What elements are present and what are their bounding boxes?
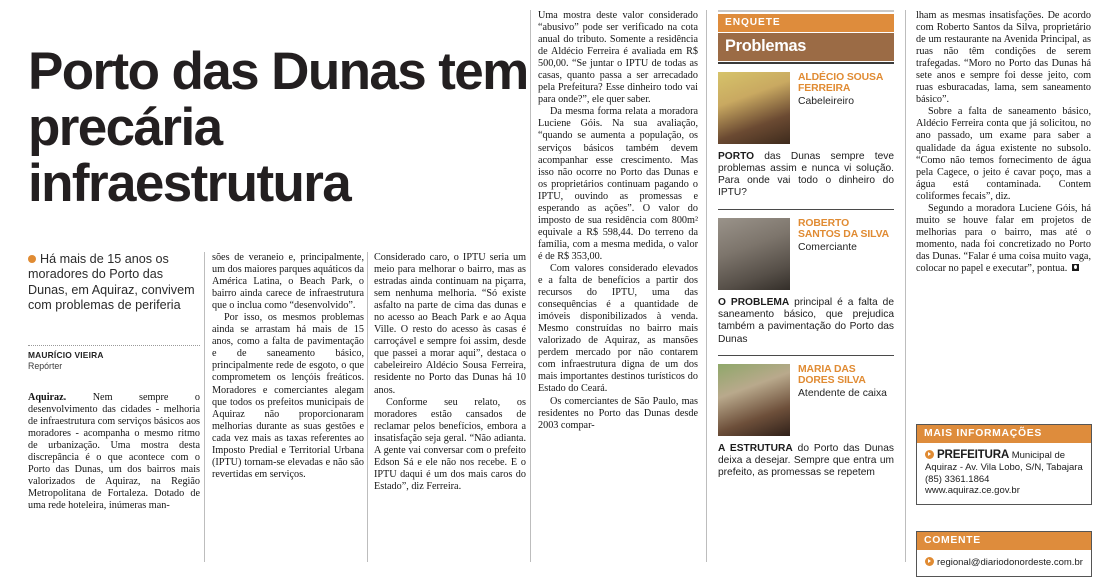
person-name: ROBERTO SANTOS DA SILVA — [798, 217, 890, 241]
column-rule — [367, 252, 368, 562]
avatar — [718, 72, 790, 144]
paragraph: Por isso, os mesmos problemas ainda se arrastam há mais de 15 anos, como a falta de pavimentação e de saneamento básico, principalmente rede de esgoto, o que comprometem os lençóis freáticos. Moradores e comerciantes alegam que todos os prefeitos municipais de Aquiraz não proporcionaram melhorias durante as suas gestões e cada vez mais as taxas referentes ao Imposto Predial e Territorial Urbana (IPTU) tornam-se elevadas e não são revertidas em serviços. — [212, 312, 364, 480]
enquete-title: Problemas — [718, 33, 894, 61]
column-rule — [905, 10, 906, 562]
person-name: MARIA DAS DORES SILVA — [798, 363, 866, 387]
body-column-4 — [538, 10, 698, 432]
person-divider — [718, 355, 894, 356]
paragraph: Os comerciantes de São Paulo, mas residentes no Porto das Dunas desde 2003 compar- — [538, 395, 698, 431]
enquete-bottom-rule — [718, 62, 894, 64]
bullet-icon — [28, 255, 36, 263]
enquete-person — [718, 218, 894, 356]
body-column-3 — [374, 252, 526, 493]
person-divider — [718, 209, 894, 210]
person-role: Comerciante — [798, 241, 857, 253]
end-mark-icon — [1072, 264, 1079, 271]
byline-name: MAURÍCIO VIEIRA — [28, 350, 104, 360]
column-rule — [706, 10, 707, 562]
paragraph: Segundo a moradora Luciene Góis, há muito se houve falar em projetos de melhorias para o bairro, mas até o momento, nada foi concretizado no Porto das Dunas. “Falar é uma coisa muito vaga, colocar no papel e executar”, pontua. — [916, 202, 1091, 274]
quote-lead: PORTO — [718, 150, 755, 162]
paragraph: Com valores considerado elevados e a falta de benefícios a partir dos recursos do IPTU, uma das consequências é a quantidade de imóveis disponibilizados à venda. Mesmo construídas no bairro mais valorizado de Aquiraz, as mansões perdem mercado por não contarem com infraestrutura digna de um dos mais importantes destinos turísticos do Estado do Ceará. — [538, 262, 698, 395]
column-rule — [530, 10, 531, 562]
mais-informacoes-header: MAIS INFORMAÇÕES — [917, 425, 1091, 443]
person-quote — [718, 443, 894, 480]
person-meta — [798, 72, 894, 144]
byline — [28, 350, 200, 371]
avatar — [718, 218, 790, 290]
person-header — [718, 218, 894, 290]
enquete-person — [718, 364, 894, 480]
quote-lead: O PROBLEMA — [718, 296, 790, 308]
paragraph: Da mesma forma relata a moradora Luciene Góis. Na sua avaliação, “quando se aumenta a população, os serviços básicos também devem acompanhar esse crescimento. Mas isso não ocorre no Porto das Dunas e os proprietários continuam pagando o IPTU, ouvindo as promessas e esperando as ações”. O valor do imposto de sua residência com 800m² equivale a R$ 598,44. Do terreno da família, com a mesma medida, o valor é de R$ 353,00. — [538, 106, 698, 262]
paragraph: Uma mostra deste valor considerado “abusivo” pode ser verificado na cota anual do tributo. Somente a residência de Aldécio Ferreira é avaliada em R$ 500,00. “Se juntar o IPTU de todas as casas, quanto passa a ser arrecadado pela Prefeitura? Esse dinheiro todo vai para onde?”, ele quer saber. — [538, 10, 698, 106]
enquete-person — [718, 72, 894, 210]
lead-text: Há mais de 15 anos os moradores do Porto das Dunas, em Aquiraz, convivem com problemas de periferia — [28, 252, 195, 313]
quote-lead: A ESTRUTURA — [718, 442, 793, 454]
person-meta — [798, 364, 894, 436]
person-header — [718, 72, 894, 144]
quote-rest: do Porto das Dunas deixa a desejar. Sempre que entra um prefeito, as promessas se repetem — [718, 442, 894, 479]
paragraph: Aquiraz. Nem sempre o desenvolvimento das cidades - melhoria de infraestrutura com serviços básicos aos moradores - acompanha o mesmo ritmo de urbanização. Uma mostra desta discrepância é o que acontece com o Porto das Dunas, um dos bairros mais valorizados de Aquiraz, na Região Metropolitana de Fortaleza. Dotado de uma rede hoteleira, inúmeras man- — [28, 392, 200, 512]
enquete-top-rule — [718, 10, 894, 12]
person-header — [718, 364, 894, 436]
enquete-people-list — [718, 72, 894, 480]
lead-paragraph — [28, 252, 200, 314]
quote-rest: das Dunas sempre teve problemas assim e nunca vi solução. Para onde vai todo o dinheiro do IPTU? — [718, 150, 894, 199]
org-phone: (85) 3361.1864 — [925, 473, 990, 485]
person-name: ALDÉCIO SOUSA FERREIRA — [798, 71, 883, 95]
org-address: Municipal de Aquiraz - Av. Vila Lobo, S/N, Tabajara — [925, 450, 1083, 473]
person-meta — [798, 218, 894, 290]
comente-email[interactable]: regional@diariodonordeste.com.br — [937, 557, 1083, 568]
avatar — [718, 364, 790, 436]
org-name: PREFEITURA — [937, 448, 1010, 461]
body-column-6 — [916, 10, 1091, 275]
quote-rest: principal é a falta de saneamento básico, que prejudica também a pavimentação do Porto das Dunas — [718, 296, 894, 345]
org-website[interactable]: www.aquiraz.ce.gov.br — [925, 485, 1020, 497]
enquete-kicker: ENQUETE — [718, 14, 894, 32]
paragraph: Sobre a falta de saneamento básico, Aldécio Ferreira conta que já solicitou, no ano passado, um exame para saber a qualidade da água existente no subsolo. “Como não temos fornecimento de água pela Cagece, o jeito é cavar poço, mas a água está contaminada. Contem coliformes fecais”, diz. — [916, 106, 1091, 202]
person-quote — [718, 151, 894, 200]
comente-header: COMENTE — [917, 532, 1091, 550]
person-role: Cabeleireiro — [798, 95, 855, 107]
enquete-panel — [718, 10, 894, 562]
mais-informacoes-box — [916, 424, 1092, 505]
byline-role: Repórter — [28, 360, 63, 371]
paragraph: Considerado caro, o IPTU seria um meio para melhorar o bairro, mas as estradas ainda continuam na piçarra, sem nenhuma melhoria. “Só existe asfalto na parte de cima das dunas e no acesso ao Beach Park e ao Aqua Ville. O resto do acesso às casas é carroçável e sempre foi assim, desde que passei a morar aqui”, destaca o cabeleireiro Aldécio Sousa Ferreira, residente no Porto das Dunas há 10 anos. — [374, 252, 526, 396]
person-role: Atendente de caixa — [798, 388, 887, 400]
arrow-bullet-icon — [925, 557, 934, 566]
person-quote — [718, 297, 894, 346]
page-title: Porto das Dunas tem precária infraestrutura — [28, 41, 528, 213]
paragraph: sões de veraneio e, principalmente, um dos maiores parques aquáticos da América Latina, o Beach Park, o bairro ainda carece de infraestrutura que o inclua como “desenvolvido”. — [212, 252, 364, 312]
column-rule — [204, 252, 205, 562]
paragraph: Conforme seu relato, os moradores estão cansados de reclamar pelos benefícios, embora a insatisfação seja geral. “Não adianta. A gente vai conversar com o prefeito Edson Sá e ele não nos recebe. E o IPTU daqui é um dos mais caros do Estado”, diz Ferreira. — [374, 396, 526, 492]
comente-box — [916, 531, 1092, 577]
byline-divider — [28, 345, 200, 346]
body-column-2 — [212, 252, 364, 481]
arrow-bullet-icon — [925, 450, 934, 459]
mais-informacoes-body — [917, 443, 1091, 504]
paragraph: lham as mesmas insatisfações. De acordo com Roberto Santos da Silva, proprietário de um restaurante na Avenida Principal, as ruas não têm condições de serem trafegadas. “Moro no Porto das Dunas há sete anos e sempre foi desse jeito, com ruas esburacadas, lama, sem saneamento básico”. — [916, 10, 1091, 106]
body-column-1 — [28, 392, 200, 512]
